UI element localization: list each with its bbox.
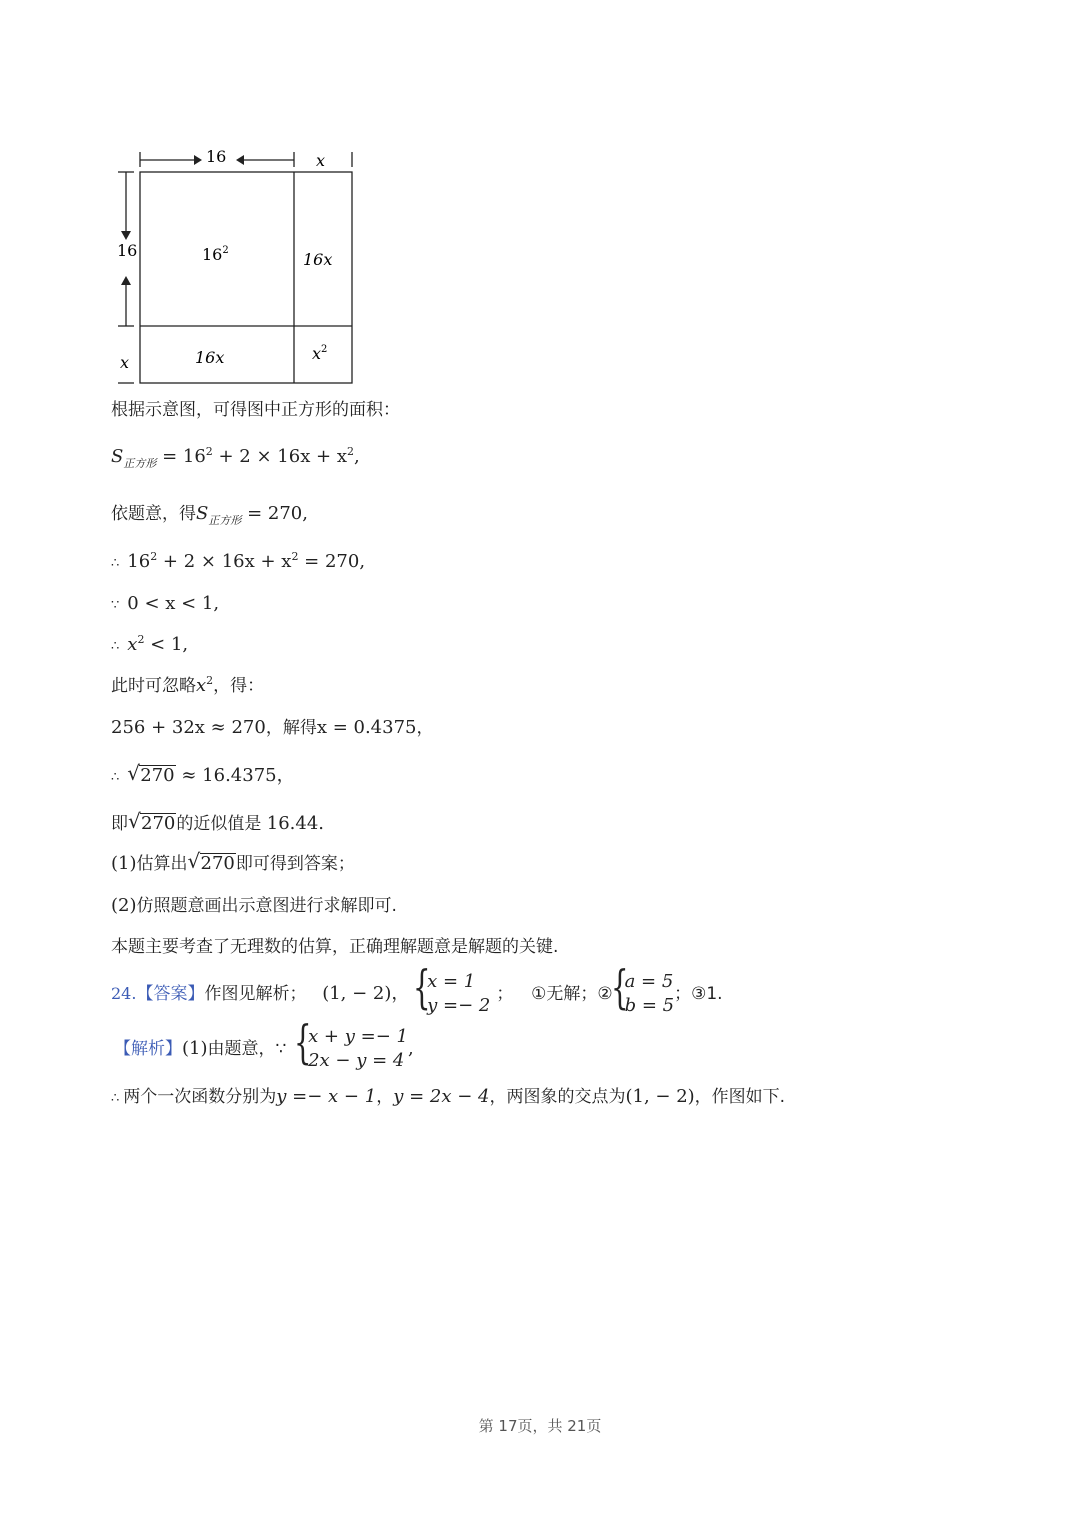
text-line-7: 此时可忽略$x^2$，得： — [111, 674, 265, 696]
formula-range: ∵ 0 < x < 1, — [111, 593, 220, 614]
analysis-conclusion: ∴ 两个一次函数分别为y =− x − 1，y = 2x − 4，两图象的交点为(1, − 2)，作图如下. — [111, 1086, 786, 1107]
answer-system-1: { x = 1 y =− 2 — [413, 960, 491, 1016]
arrow-left-icon — [236, 155, 244, 165]
formula-square-area: $S_{正方形} = 16^2 + 2 \times 16x + x^2$, — [111, 445, 360, 470]
cell-top-left: $16^2$ — [202, 245, 229, 264]
analysis-tag: 【解析】 — [114, 1039, 182, 1059]
formula-x-squared: ∴ $x^2 < 1$, — [111, 633, 189, 655]
answer-line: 24.【答案】作图见解析； (1, − 2)， { x = 1 y =− 2 ； ①无解；② { a = 5 b = 5 ；③1. — [111, 960, 723, 1016]
text-line-8: 256 + 32x ≈ 270，解得x = 0.4375， — [111, 717, 434, 738]
analysis-system: { x + y =− 1 2x − y = 4 — [294, 1015, 408, 1071]
formula-equation: ∴ $16^2 + 2 \times 16x + x^2 = 270$, — [111, 550, 366, 572]
page-footer: 第 17页，共 21页 — [478, 1417, 602, 1435]
question-number: 24. — [111, 984, 137, 1003]
cell-bottom-right: $x^2$ — [312, 344, 328, 363]
left-bottom-label: x — [120, 353, 130, 372]
answer-tag: 【答案】 — [136, 984, 205, 1004]
answer-system-2: { a = 5 b = 5 — [610, 960, 675, 1016]
cell-top-right: 16x — [303, 250, 333, 269]
arrow-right-icon — [194, 155, 202, 165]
analysis-line: 【解析】(1)由题意，∵ { x + y =− 1 2x − y = 4 , — [114, 1015, 414, 1071]
text-line-11: (1)估算出 √ 270即可得到答案； — [111, 849, 355, 874]
text-line-10: 即 √ 270的近似值是 16.44. — [111, 809, 325, 834]
formula-sqrt-approx: ∴ √ 270 ≈ 16.4375， — [111, 761, 295, 786]
text-line-12: (2)仿照题意画出示意图进行求解即可. — [111, 895, 397, 916]
cell-bottom-left: 16x — [195, 348, 225, 367]
text-line-1: 根据示意图，可得图中正方形的面积： — [111, 400, 400, 420]
arrow-up-icon — [121, 276, 131, 285]
left-label: 16 — [117, 241, 138, 260]
top-right-label: x — [316, 151, 326, 170]
arrow-down-icon — [121, 231, 131, 240]
square-area-diagram — [110, 145, 370, 395]
top-label: 16 — [206, 147, 227, 166]
text-line-13: 本题主要考查了无理数的估算，正确理解题意是解题的关键. — [111, 937, 559, 957]
text-line-3: 依题意，得$S_{正方形} = 270$, — [111, 503, 308, 527]
